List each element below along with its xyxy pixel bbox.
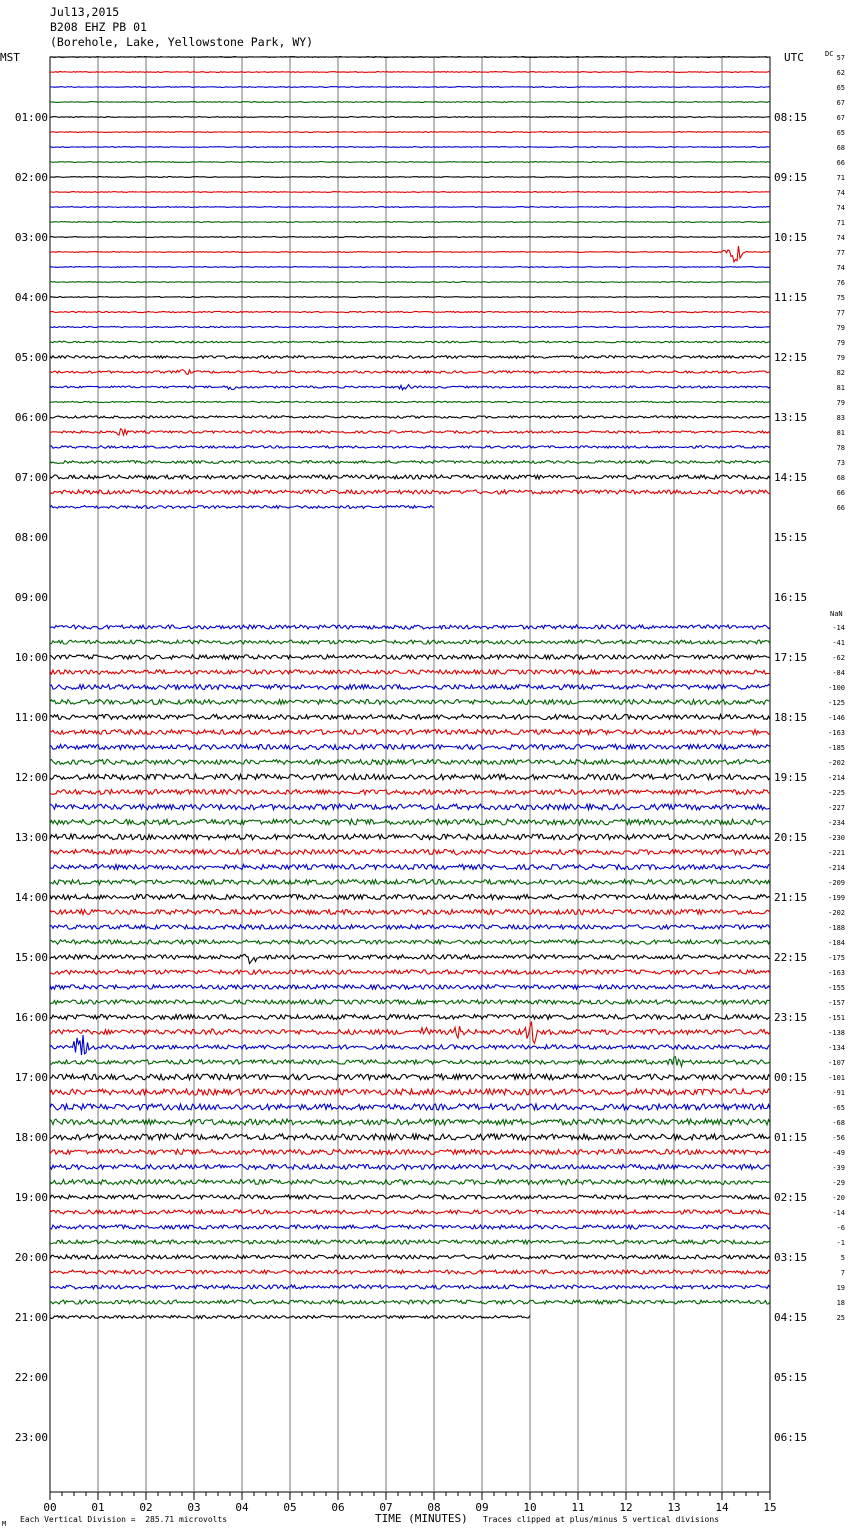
x-tick-label: 13 [667, 1501, 681, 1514]
utc-hour-label: 22:15 [774, 951, 808, 964]
mst-hour-label: 12:00 [14, 771, 48, 784]
trace-line [50, 925, 770, 929]
utc-hour-label: 19:15 [774, 771, 808, 784]
trace-dc-label: -230 [828, 834, 845, 842]
trace-line [50, 429, 770, 435]
trace-dc-label: 19 [836, 1284, 845, 1292]
utc-hour-label: 12:15 [774, 351, 808, 364]
trace-dc-label: -185 [828, 744, 845, 752]
x-tick-label: 10 [523, 1501, 537, 1514]
date-label: Jul13,2015 [50, 5, 120, 19]
trace-dc-label: 73 [836, 459, 845, 467]
utc-hour-label: 20:15 [774, 831, 808, 844]
corner-mark: M [2, 1520, 7, 1528]
trace-line [50, 237, 770, 238]
trace-dc-label: 62 [836, 69, 845, 77]
trace-dc-label: 65 [836, 129, 845, 137]
trace-dc-label: 79 [836, 339, 845, 347]
trace-dc-label: 75 [836, 294, 845, 302]
mst-hour-label: 07:00 [14, 471, 48, 484]
utc-hour-label: 03:15 [774, 1251, 808, 1264]
utc-hour-label: 18:15 [774, 711, 808, 724]
mst-hour-label: 04:00 [14, 291, 48, 304]
trace-dc-label: -100 [828, 684, 845, 692]
trace-dc-label: -163 [828, 969, 845, 977]
dc-header-label: NaN [830, 610, 843, 618]
vertical-division-note: Each Vertical Division = 285.71 microvolts [20, 1515, 228, 1524]
trace-dc-label: 67 [836, 99, 845, 107]
trace-line [50, 880, 770, 885]
trace-line [50, 1035, 770, 1055]
trace-dc-label: -155 [828, 984, 845, 992]
trace-line [50, 490, 770, 494]
utc-hour-label: 11:15 [774, 291, 808, 304]
trace-dc-label: -6 [836, 1224, 845, 1232]
mst-hour-label: 01:00 [14, 111, 48, 124]
trace-line [50, 954, 770, 963]
trace-line [50, 910, 770, 915]
trace-line [50, 940, 770, 944]
trace-dc-label: -214 [828, 774, 845, 782]
trace-line [50, 715, 770, 720]
trace-dc-label: 65 [836, 84, 845, 92]
trace-dc-label: 57 [836, 54, 845, 62]
x-tick-label: 08 [427, 1501, 441, 1514]
trace-dc-label: 77 [836, 309, 845, 317]
trace-line [50, 804, 770, 810]
trace-line [50, 1225, 770, 1229]
utc-hour-label: 06:15 [774, 1431, 808, 1444]
utc-hour-label: 15:15 [774, 531, 808, 544]
trace-dc-label: -199 [828, 894, 845, 902]
trace-line [50, 416, 770, 418]
trace-dc-label: 25 [836, 1314, 845, 1322]
trace-dc-label: 68 [836, 474, 845, 482]
utc-hour-label: 14:15 [774, 471, 808, 484]
mst-hour-label: 15:00 [14, 951, 48, 964]
trace-line [50, 102, 770, 103]
trace-line [50, 655, 770, 659]
trace-dc-label: 81 [836, 429, 845, 437]
mst-hour-label: 17:00 [14, 1071, 48, 1084]
mst-hour-label: 06:00 [14, 411, 48, 424]
trace-line [50, 1000, 770, 1004]
trace-dc-label: 78 [836, 444, 845, 452]
mst-hour-label: 23:00 [14, 1431, 48, 1444]
utc-hour-label: 00:15 [774, 1071, 808, 1084]
x-tick-label: 15 [763, 1501, 777, 1514]
trace-line [50, 117, 770, 118]
trace-dc-label: 79 [836, 354, 845, 362]
trace-line [50, 297, 770, 298]
trace-line [50, 745, 770, 750]
trace-dc-label: -202 [828, 909, 845, 917]
trace-dc-label: -125 [828, 699, 845, 707]
trace-dc-label: 74 [836, 264, 845, 272]
trace-line [50, 1300, 770, 1304]
trace-dc-label: -65 [832, 1104, 845, 1112]
x-tick-label: 04 [235, 1501, 249, 1514]
x-tick-label: 09 [475, 1501, 489, 1514]
trace-dc-label: 67 [836, 114, 845, 122]
trace-line [50, 774, 770, 780]
trace-line [50, 625, 770, 629]
mst-hour-label: 11:00 [14, 711, 48, 724]
trace-dc-label: -39 [832, 1164, 845, 1172]
trace-dc-label: -134 [828, 1044, 845, 1052]
trace-line [50, 1255, 770, 1259]
mst-hour-label: 16:00 [14, 1011, 48, 1024]
mst-hour-label: 20:00 [14, 1251, 48, 1264]
mst-hour-label: 14:00 [14, 891, 48, 904]
trace-dc-label: 71 [836, 219, 845, 227]
trace-dc-label: 68 [836, 144, 845, 152]
trace-dc-label: 66 [836, 489, 845, 497]
trace-line [50, 475, 770, 479]
utc-hour-label: 10:15 [774, 231, 808, 244]
mst-hour-label: 22:00 [14, 1371, 48, 1384]
trace-line [50, 670, 770, 674]
trace-line [50, 865, 770, 870]
utc-axis-label: UTC [784, 51, 804, 64]
utc-hour-label: 09:15 [774, 171, 808, 184]
utc-hour-label: 13:15 [774, 411, 808, 424]
trace-line [50, 1210, 770, 1214]
trace-line [50, 370, 770, 375]
trace-dc-label: -214 [828, 864, 845, 872]
trace-line [50, 192, 770, 193]
trace-line [50, 685, 770, 690]
trace-line [50, 282, 770, 283]
trace-dc-label: -184 [828, 939, 845, 947]
trace-dc-label: -14 [832, 624, 845, 632]
trace-dc-label: 79 [836, 399, 845, 407]
trace-dc-label: -20 [832, 1194, 845, 1202]
x-tick-label: 03 [187, 1501, 201, 1514]
trace-line [50, 730, 770, 735]
trace-dc-label: -188 [828, 924, 845, 932]
mst-hour-label: 13:00 [14, 831, 48, 844]
trace-dc-label: 74 [836, 234, 845, 242]
trace-dc-label: -163 [828, 729, 845, 737]
trace-dc-label: -221 [828, 849, 845, 857]
trace-dc-label: -68 [832, 1119, 845, 1127]
trace-dc-label: -227 [828, 804, 845, 812]
trace-dc-label: 79 [836, 324, 845, 332]
trace-dc-label: -84 [832, 669, 845, 677]
trace-dc-label: -157 [828, 999, 845, 1007]
mst-hour-label: 19:00 [14, 1191, 48, 1204]
trace-dc-label: 76 [836, 279, 845, 287]
trace-line [50, 1015, 770, 1020]
trace-dc-label: -29 [832, 1179, 845, 1187]
trace-line [50, 1119, 770, 1125]
trace-line [50, 267, 770, 268]
mst-hour-label: 03:00 [14, 231, 48, 244]
trace-dc-label: -62 [832, 654, 845, 662]
utc-hour-label: 02:15 [774, 1191, 808, 1204]
trace-line [50, 356, 770, 359]
trace-dc-label: 18 [836, 1299, 845, 1307]
trace-line [50, 147, 770, 148]
mst-hour-label: 05:00 [14, 351, 48, 364]
trace-line [50, 790, 770, 795]
mst-hour-label: 10:00 [14, 651, 48, 664]
x-tick-label: 07 [379, 1501, 393, 1514]
trace-line [50, 834, 770, 840]
trace-line [50, 222, 770, 223]
trace-line [50, 700, 770, 705]
utc-hour-label: 01:15 [774, 1131, 808, 1144]
trace-dc-label: -146 [828, 714, 845, 722]
x-tick-label: 06 [331, 1501, 345, 1514]
trace-line [50, 819, 770, 825]
trace-dc-label: -138 [828, 1029, 845, 1037]
station-label: B208 EHZ PB 01 [50, 20, 147, 34]
trace-line [50, 162, 770, 163]
trace-line [50, 246, 770, 262]
trace-dc-label: 71 [836, 174, 845, 182]
trace-line [50, 401, 770, 402]
utc-hour-label: 08:15 [774, 111, 808, 124]
trace-line [50, 1089, 770, 1095]
dc-header-label: DC [825, 50, 834, 58]
trace-dc-label: -101 [828, 1074, 845, 1082]
trace-dc-label: 77 [836, 249, 845, 257]
utc-hour-label: 17:15 [774, 651, 808, 664]
trace-line [50, 326, 770, 327]
trace-line [50, 1150, 770, 1155]
trace-line [50, 385, 770, 390]
trace-dc-label: -107 [828, 1059, 845, 1067]
trace-dc-label: 81 [836, 384, 845, 392]
trace-line [50, 1022, 770, 1044]
x-tick-label: 02 [139, 1501, 153, 1514]
utc-hour-label: 04:15 [774, 1311, 808, 1324]
mst-axis-label: MST [0, 51, 20, 64]
mst-hour-label: 08:00 [14, 531, 48, 544]
trace-dc-label: 83 [836, 414, 845, 422]
trace-line [50, 87, 770, 88]
trace-line [50, 1270, 770, 1274]
mst-hour-label: 18:00 [14, 1131, 48, 1144]
trace-line [50, 1104, 770, 1110]
trace-dc-label: 74 [836, 204, 845, 212]
trace-line [50, 760, 770, 765]
trace-line [50, 311, 770, 312]
clip-note: Traces clipped at plus/minus 5 vertical divisions [483, 1515, 720, 1524]
trace-dc-label: 66 [836, 504, 845, 512]
trace-line [50, 895, 770, 900]
trace-dc-label: -41 [832, 639, 845, 647]
trace-dc-label: -14 [832, 1209, 845, 1217]
trace-line [50, 207, 770, 208]
trace-line [50, 446, 770, 448]
mst-hour-label: 09:00 [14, 591, 48, 604]
x-axis-title: TIME (MINUTES) [375, 1512, 468, 1525]
x-tick-label: 00 [43, 1501, 57, 1514]
utc-hour-label: 21:15 [774, 891, 808, 904]
x-tick-label: 12 [619, 1501, 633, 1514]
trace-line [50, 1240, 770, 1244]
trace-dc-label: -234 [828, 819, 845, 827]
trace-line [50, 341, 770, 343]
trace-dc-label: -175 [828, 954, 845, 962]
trace-line [50, 1165, 770, 1170]
utc-hour-label: 23:15 [774, 1011, 808, 1024]
trace-line [50, 970, 770, 974]
trace-line [50, 177, 770, 178]
utc-hour-label: 05:15 [774, 1371, 808, 1384]
trace-dc-label: -151 [828, 1014, 845, 1022]
trace-line [50, 985, 770, 989]
trace-line [50, 461, 770, 464]
x-tick-label: 01 [91, 1501, 105, 1514]
trace-line [50, 1180, 770, 1185]
trace-line [50, 72, 770, 73]
trace-dc-label: -56 [832, 1134, 845, 1142]
trace-line [50, 57, 770, 58]
trace-dc-label: -209 [828, 879, 845, 887]
trace-dc-label: 7 [840, 1269, 845, 1277]
trace-line [50, 132, 770, 133]
location-label: (Borehole, Lake, Yellowstone Park, WY) [50, 35, 314, 49]
trace-dc-label: -1 [836, 1239, 845, 1247]
trace-line [50, 1074, 770, 1080]
trace-line [50, 1057, 770, 1067]
utc-hour-label: 16:15 [774, 591, 808, 604]
x-tick-label: 14 [715, 1501, 729, 1514]
trace-dc-label: 82 [836, 369, 845, 377]
x-tick-label: 11 [571, 1501, 585, 1514]
trace-dc-label: 66 [836, 159, 845, 167]
trace-dc-label: -225 [828, 789, 845, 797]
trace-line [50, 1285, 770, 1289]
trace-dc-label: -49 [832, 1149, 845, 1157]
trace-dc-label: 74 [836, 189, 845, 197]
trace-line [50, 1134, 770, 1140]
mst-hour-label: 21:00 [14, 1311, 48, 1324]
trace-line [50, 850, 770, 856]
trace-line [50, 640, 770, 644]
trace-dc-label: -202 [828, 759, 845, 767]
x-tick-label: 05 [283, 1501, 297, 1514]
trace-dc-label: 5 [840, 1254, 845, 1262]
trace-dc-label: -91 [832, 1089, 845, 1097]
mst-hour-label: 02:00 [14, 171, 48, 184]
trace-line [50, 1195, 770, 1199]
